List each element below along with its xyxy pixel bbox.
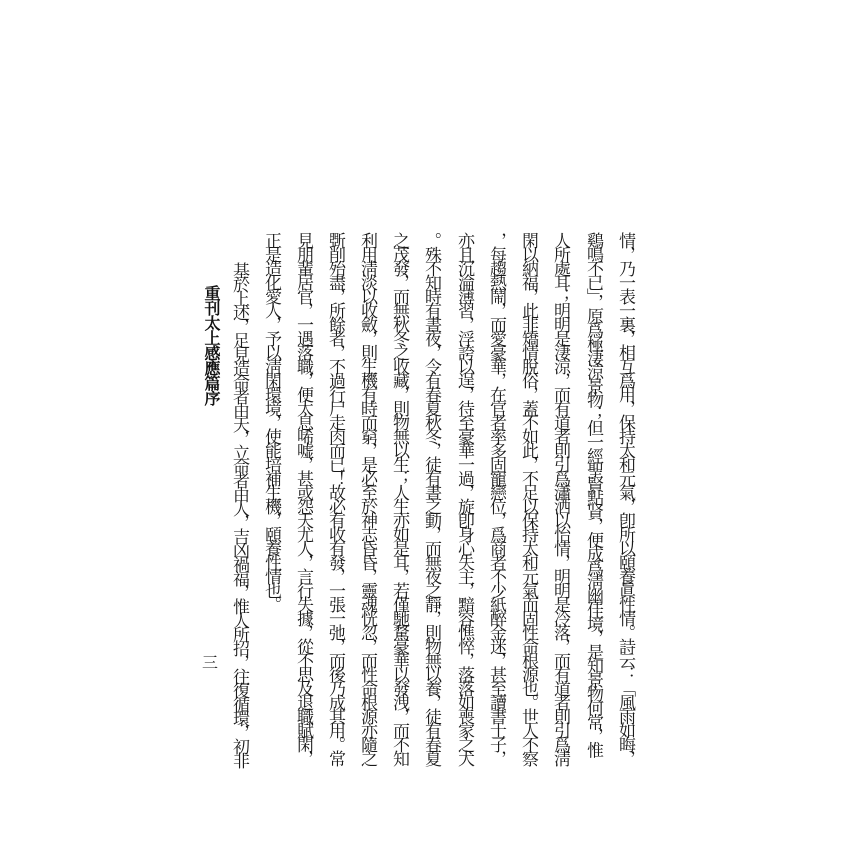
text-column-9: 利用淸淡以收斂，則生機有時而窮，是必至於神志昏昏，靈魂恍忽，而性命根源亦隨之 bbox=[357, 232, 377, 764]
page-number: 三 bbox=[202, 653, 219, 672]
text-column-12: 正是造化愛人，予以淸閑環境，使能培補生機，頤養性情也。 bbox=[261, 232, 281, 610]
text-column-11: 見朋輩居官，一遇落職，便太息唏嘘，甚或怨天尤人，言行失據，從不思及退職賦閑， bbox=[293, 232, 313, 764]
text-column-7: 。殊不知時有晝夜，令有春夏秋冬，徒有晝之動，而無夜之靜，則物無以養，徒有春夏 bbox=[421, 232, 441, 764]
text-column-8: 之茂發，而無秋冬之收藏，則物無以生；人生亦如是耳，若僅馳騖豪華以發洩，而不知 bbox=[389, 232, 409, 764]
text-column-5: ，每趨熱鬧，而愛豪華，在官者率多固寵戀位，爲商者不少紙醉金迷，甚至讀書士子， bbox=[486, 232, 506, 764]
text-column-6: 亦且沉淪薄習，浮誇以逞，待至豪華一過，旋卽身心失主，黯容憔悴，落落如喪家之犬 bbox=[454, 232, 474, 764]
text-column-1: 情，乃一表一裏，相互爲用，保持太和元氣，卽所以頤養眞性情。詩云：「風雨如晦， bbox=[615, 232, 635, 764]
text-column-13: 基於上述，足見造命者由天，立命者由人，吉凶禍福，惟人所招，往復循環，初非 bbox=[229, 262, 249, 766]
text-column-10: 斲削殆盡，所餘者，不過行尸走肉而已！故必有收有發，一張一弛，而後乃成其用。常 bbox=[325, 232, 345, 764]
text-column-2: 鷄鳴不已」，原爲極淒涼景物；但一經聖賢點䝨，便成爲淸幽佳境，是知景物何常，惟 bbox=[583, 232, 603, 756]
text-column-3: 人所處耳；明明是淒涼，而有道者則引爲瀟洒以怡情，明明是冷落，而有道者則引爲淸 bbox=[550, 232, 570, 764]
page-header-title: 重刊太上感應篇序 bbox=[202, 285, 221, 405]
text-column-4: 閑以納福，此非矯情脫俗，蓋不如此，不足以保持太和元氣而固性命根源也。世人不察 bbox=[518, 232, 538, 764]
